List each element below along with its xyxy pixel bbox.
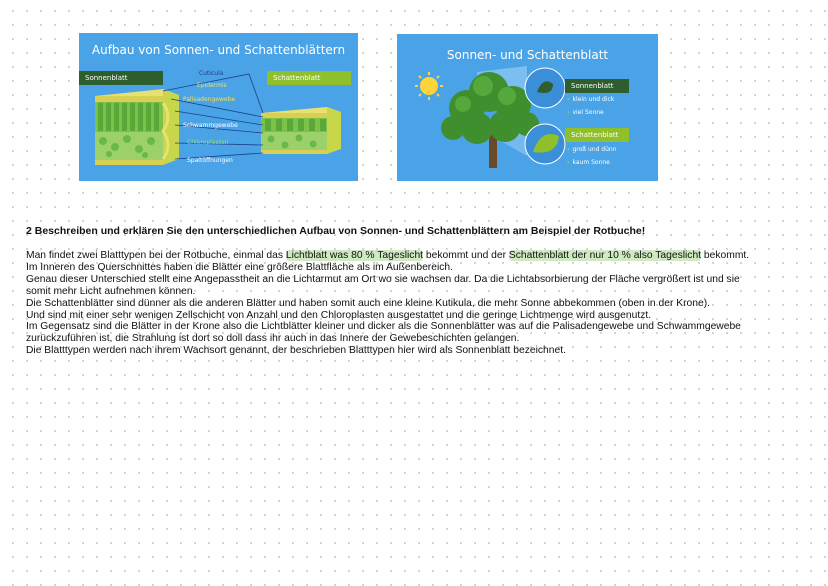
layer-label: Palisadengewebe bbox=[183, 96, 236, 103]
leaf-structure-figure bbox=[79, 33, 358, 181]
task-heading: 2 Beschreiben und erklären Sie den unterschiedlichen Aufbau von Sonnen- und Schattenblättern am Beispiel der Rotbuche! bbox=[26, 225, 646, 237]
layer-label: Cuticula bbox=[199, 70, 224, 77]
chevron-right-icon: › bbox=[567, 109, 570, 116]
layer-label: Schwammgewebe bbox=[183, 122, 238, 129]
sun-icon bbox=[415, 72, 443, 100]
sun-leaf-tag: Sonnenblatt bbox=[79, 71, 163, 85]
shade-leaf-tag: Schattenblatt bbox=[267, 71, 351, 85]
layer-label: Epidermis bbox=[197, 82, 227, 89]
highlight: Lichtblatt was 80 % Tageslicht bbox=[285, 250, 424, 261]
answer-text bbox=[26, 250, 766, 357]
chevron-right-icon: › bbox=[567, 159, 570, 166]
answer-paragraph: Im Inneren des Querschnittes haben die Blätter eine größere Blattfläche als im Außenbereich. bbox=[26, 261, 453, 273]
figure-title: Sonnen- und Schattenblatt bbox=[446, 48, 609, 62]
chevron-right-icon: › bbox=[567, 96, 570, 103]
sun-point: › klein und dick bbox=[567, 96, 615, 103]
tree-illustration bbox=[397, 34, 658, 181]
shade-leaf-tag: Schattenblatt bbox=[565, 128, 629, 142]
sun-shade-tree-figure bbox=[397, 34, 658, 181]
answer-paragraph: Und sind mit einer sehr wenigen Zellschicht von Anzahl und den Chloroplasten ausgestattet und die geringe Lichtmenge wird ausgenutzt. bbox=[26, 309, 652, 321]
chevron-right-icon: › bbox=[567, 146, 570, 153]
shade-point: › kaum Sonne bbox=[567, 159, 610, 166]
answer-paragraph: Im Gegensatz sind die Blätter in der Krone also die Lichtblätter kleiner und dicker als die Sonnenblätter was auf die Palisadengewebe und Schwammgewebe zurückzuführen ist, die Strahlung ist dort so doll dass ihr auch in das Innere der Gewebeschichten gelangen. bbox=[26, 321, 741, 345]
shade-point: › groß und dünn bbox=[567, 146, 617, 153]
answer-paragraph: Man findet zwei Blatttypen bei der Rotbuche, einmal das Lichtblatt was 80 % Tageslicht bekommt und der Schattenblatt der nur 10 % also Tageslicht bekommt. bbox=[26, 250, 750, 261]
layer-label: Chloroplasten bbox=[187, 139, 229, 146]
sun-leaf-tag: Sonnenblatt bbox=[565, 79, 629, 93]
answer-paragraph: Die Blatttypen werden nach ihrem Wachsort genannt, der beschrieben Blatttypen hier wird als Sonnenblatt bezeichnet. bbox=[26, 345, 566, 357]
highlight: Schattenblatt der nur 10 % also Tageslicht bbox=[508, 250, 702, 261]
sun-point: › viel Sonne bbox=[567, 109, 604, 116]
answer-paragraph: Die Schattenblätter sind dünner als die anderen Blätter und haben somit auch eine kleine Kutikula, die mehr Sonne abbekommen (oben in der Krone). bbox=[26, 297, 711, 309]
layer-label: Spaltöffnungen bbox=[187, 157, 233, 164]
answer-paragraph: Genau dieser Unterschied stellt eine Angepasstheit an die Lichtarmut am Ort wo sie wachsen dar. Da die Lichtabsorbierung der Fläche vergrößert ist und sie somit mehr Licht aufnehmen können. bbox=[26, 273, 740, 297]
figure-title: Aufbau von Sonnen- und Schattenblättern bbox=[91, 43, 346, 57]
